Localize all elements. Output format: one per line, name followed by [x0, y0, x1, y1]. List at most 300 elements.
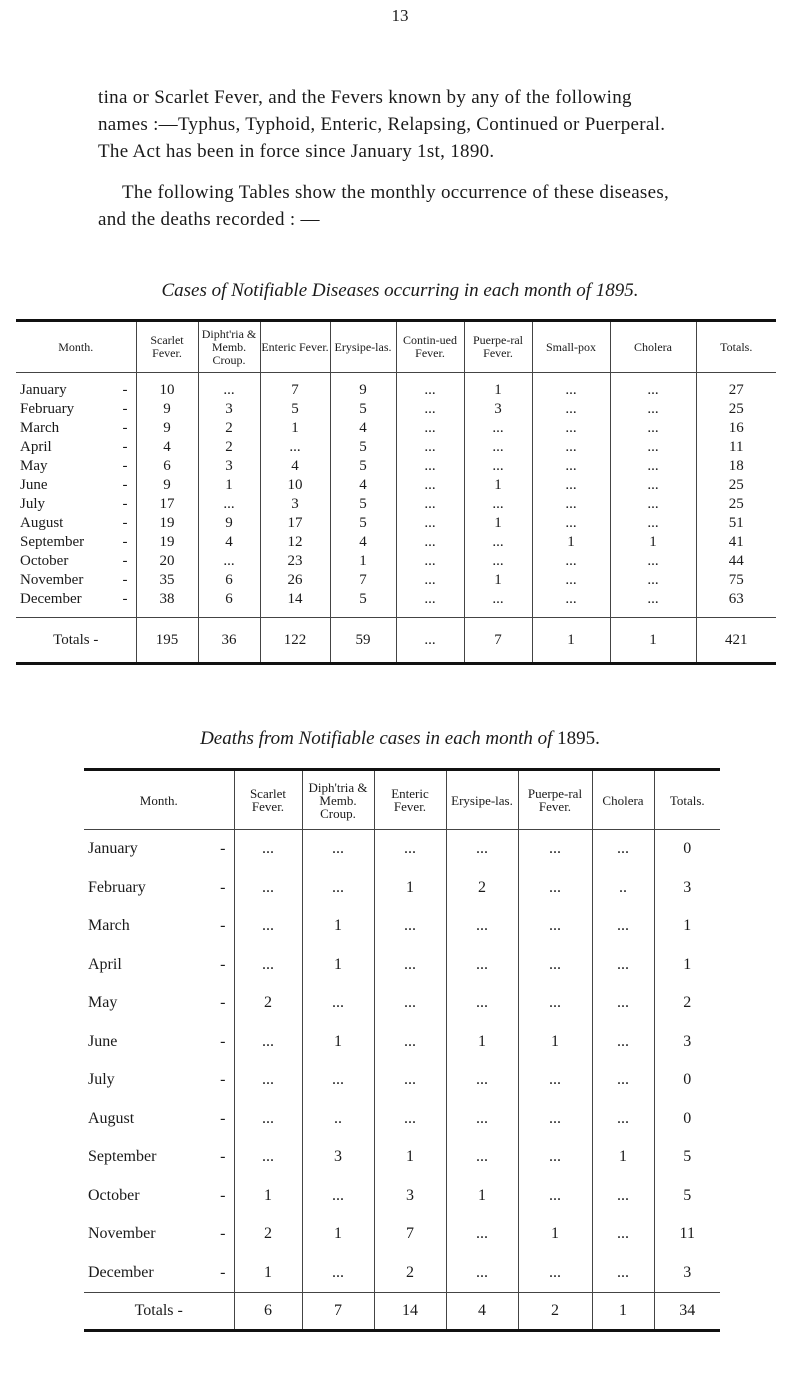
table-row	[84, 1215, 720, 1254]
totals-label-text: Totals	[53, 631, 90, 648]
table-cell: 1	[234, 1177, 302, 1216]
table-cell: 2	[374, 1254, 446, 1293]
table-cell: 12	[260, 533, 330, 552]
totals-cell: 4	[446, 1293, 518, 1331]
table-cell: 18	[696, 457, 776, 476]
table-cell: ...	[592, 946, 654, 985]
month-cell: October -	[20, 553, 128, 569]
table-cell: 2	[198, 419, 260, 438]
table-cell: 2	[198, 438, 260, 457]
table-cell: 7	[260, 373, 330, 401]
table-cell: ...	[518, 869, 592, 908]
totals-cell: 2	[518, 1293, 592, 1331]
table-cell: ...	[532, 590, 610, 618]
totals-cell: 1	[592, 1293, 654, 1331]
table-cell: 3	[464, 400, 532, 419]
month-cell: January -	[20, 382, 128, 398]
table-cell: 38	[136, 590, 198, 618]
table-cell: ...	[518, 1061, 592, 1100]
table-cell: 9	[136, 476, 198, 495]
month-cell: November -	[88, 1225, 226, 1243]
month-label: August	[88, 1109, 135, 1127]
table-cell: ...	[610, 457, 696, 476]
table-cell: 1	[446, 1023, 518, 1062]
table1-header-row	[16, 321, 776, 373]
table-cell: ...	[532, 373, 610, 401]
table-cell: ...	[592, 830, 654, 869]
cases-table	[16, 319, 776, 665]
table-cell: ...	[610, 590, 696, 618]
column-header: Totals.	[696, 321, 776, 373]
month-cell: June -	[88, 1032, 226, 1050]
table-cell: 5	[260, 400, 330, 419]
table-cell: 1	[464, 476, 532, 495]
table-cell: ...	[396, 438, 464, 457]
table-cell: ...	[396, 533, 464, 552]
month-cell: November -	[20, 572, 128, 588]
column-header: Contin-ued Fever.	[396, 321, 464, 373]
month-cell: September -	[88, 1148, 226, 1166]
table-cell: ...	[532, 438, 610, 457]
table-cell: 7	[374, 1215, 446, 1254]
table-row	[16, 373, 776, 401]
table-cell: ...	[446, 946, 518, 985]
table-cell: 41	[696, 533, 776, 552]
table-cell: 4	[330, 476, 396, 495]
table-cell: ...	[532, 571, 610, 590]
month-cell: May -	[20, 458, 128, 474]
table-cell: ...	[234, 946, 302, 985]
table1-caption: Cases of Notifiable Diseases occurring in each month of 1895.	[161, 280, 639, 301]
table-row	[16, 476, 776, 495]
totals-cell: 7	[464, 618, 532, 664]
table-cell: 63	[696, 590, 776, 618]
table-cell: ...	[532, 476, 610, 495]
totals-label: Totals -	[16, 618, 136, 664]
table-cell: ..	[592, 869, 654, 908]
table-cell: 5	[330, 438, 396, 457]
table-cell: ...	[518, 946, 592, 985]
table-cell: 19	[136, 514, 198, 533]
table-cell: 11	[654, 1215, 720, 1254]
totals-cell: 195	[136, 618, 198, 664]
table-cell: ...	[396, 476, 464, 495]
table-cell: ...	[234, 907, 302, 946]
table-cell: 1	[518, 1023, 592, 1062]
month-cell: January -	[88, 840, 226, 858]
table-row	[84, 1138, 720, 1177]
table-cell: ...	[518, 1100, 592, 1139]
table-cell: 1	[518, 1215, 592, 1254]
month-cell: August -	[88, 1109, 226, 1127]
table-cell: ...	[464, 495, 532, 514]
table-cell: ...	[532, 495, 610, 514]
table-cell: 27	[696, 373, 776, 401]
table-cell: ...	[518, 984, 592, 1023]
table-cell: ...	[302, 984, 374, 1023]
table-cell: 1	[592, 1138, 654, 1177]
table-cell: 1	[464, 373, 532, 401]
table-cell: ...	[610, 419, 696, 438]
table-cell: 25	[696, 495, 776, 514]
month-label: November	[88, 1225, 156, 1243]
table-cell: ...	[234, 830, 302, 869]
table-cell: ...	[610, 438, 696, 457]
intro-line: names :—Typhus, Typhoid, Enteric, Relapsing, Continued or Puerperal.	[98, 114, 666, 135]
table-cell: ...	[396, 571, 464, 590]
table-cell: ...	[464, 533, 532, 552]
table-cell: ...	[446, 1100, 518, 1139]
totals-cell: 14	[374, 1293, 446, 1331]
table-cell: 1	[330, 552, 396, 571]
table-cell: ...	[532, 514, 610, 533]
table-cell: 35	[136, 571, 198, 590]
table-cell: ...	[396, 514, 464, 533]
column-header: Puerpe-ral Fever.	[518, 770, 592, 830]
table2-body	[84, 830, 720, 1331]
table-cell: ...	[234, 1061, 302, 1100]
table-cell: ...	[396, 400, 464, 419]
month-label: February	[20, 401, 75, 417]
table-cell: 1	[464, 514, 532, 533]
deaths-table	[84, 768, 720, 1332]
table-cell: 6	[198, 590, 260, 618]
column-header: Scarlet Fever.	[136, 321, 198, 373]
table-cell: ...	[396, 552, 464, 571]
table-cell: ...	[374, 1061, 446, 1100]
column-header: Small-pox	[532, 321, 610, 373]
column-header: Puerpe-ral Fever.	[464, 321, 532, 373]
month-cell: September -	[20, 534, 128, 550]
totals-label: Totals -	[84, 1293, 234, 1331]
table-cell: ...	[302, 1177, 374, 1216]
table-cell: 0	[654, 1061, 720, 1100]
column-header: Cholera	[592, 770, 654, 830]
table-cell: 9	[330, 373, 396, 401]
table1-body	[16, 373, 776, 664]
month-cell: April -	[88, 955, 226, 973]
table-cell: ...	[446, 830, 518, 869]
table-cell: 3	[654, 869, 720, 908]
table-cell: ...	[592, 1023, 654, 1062]
month-cell: February -	[88, 878, 226, 896]
table-cell: ...	[592, 1061, 654, 1100]
month-label: May	[88, 994, 118, 1012]
table-cell: 1	[198, 476, 260, 495]
table-cell: ...	[234, 1138, 302, 1177]
table-cell: ...	[592, 907, 654, 946]
table-cell: 1	[610, 533, 696, 552]
month-label: March	[20, 420, 60, 436]
totals-label-text: Totals	[134, 1302, 174, 1319]
table-cell: 11	[696, 438, 776, 457]
table-cell: ...	[260, 438, 330, 457]
totals-cell: 1	[532, 618, 610, 664]
table-row	[16, 590, 776, 618]
totals-row	[84, 1293, 720, 1331]
table-cell: 1	[532, 533, 610, 552]
table-row	[84, 1061, 720, 1100]
intro-line: The Act has been in force since January 1st, 1890.	[98, 141, 495, 162]
table-cell: ...	[610, 495, 696, 514]
table-cell: 16	[696, 419, 776, 438]
month-label: July	[88, 1071, 115, 1089]
table-cell: 17	[260, 514, 330, 533]
table-row	[84, 1254, 720, 1293]
table-cell: ...	[396, 495, 464, 514]
table-cell: ...	[374, 1100, 446, 1139]
table-row	[84, 1177, 720, 1216]
table-cell: ...	[464, 457, 532, 476]
page-number: 13	[391, 6, 409, 25]
table-cell: 3	[654, 1254, 720, 1293]
table-cell: ...	[464, 438, 532, 457]
table-cell: ...	[302, 830, 374, 869]
table-cell: 1	[302, 907, 374, 946]
month-label: April	[20, 439, 52, 455]
table-row	[84, 907, 720, 946]
table-cell: ...	[374, 1023, 446, 1062]
table-cell: 1	[302, 946, 374, 985]
table-row	[84, 946, 720, 985]
table-cell: 3	[260, 495, 330, 514]
totals-row	[16, 618, 776, 664]
month-label: August	[20, 515, 64, 531]
totals-cell: 7	[302, 1293, 374, 1331]
table-cell: 4	[330, 419, 396, 438]
table-cell: 4	[136, 438, 198, 457]
table-cell: 1	[374, 1138, 446, 1177]
table-row	[16, 552, 776, 571]
table-cell: 7	[330, 571, 396, 590]
month-label: September	[88, 1148, 157, 1166]
table-cell: ...	[302, 1061, 374, 1100]
column-header: Erysipe-las.	[330, 321, 396, 373]
table-cell: ...	[532, 419, 610, 438]
table-cell: ...	[234, 869, 302, 908]
month-cell: December -	[88, 1263, 226, 1281]
table-cell: 1	[374, 869, 446, 908]
table-cell: 5	[330, 514, 396, 533]
column-header: Scarlet Fever.	[234, 770, 302, 830]
month-cell: June -	[20, 477, 128, 493]
table-cell: 6	[198, 571, 260, 590]
column-header: Enteric Fever.	[374, 770, 446, 830]
table-cell: 0	[654, 1100, 720, 1139]
month-label: December	[88, 1263, 154, 1281]
table-row	[84, 869, 720, 908]
month-label: October	[88, 1186, 140, 1204]
month-cell: May -	[88, 994, 226, 1012]
totals-cell: 6	[234, 1293, 302, 1331]
table-row	[84, 1023, 720, 1062]
month-cell: February -	[20, 401, 128, 417]
table-cell: 4	[260, 457, 330, 476]
totals-cell: 36	[198, 618, 260, 664]
table-row	[84, 984, 720, 1023]
table-cell: ...	[592, 1215, 654, 1254]
table-row	[16, 457, 776, 476]
table-cell: 19	[136, 533, 198, 552]
table-cell: 6	[136, 457, 198, 476]
table-cell: ...	[532, 552, 610, 571]
month-cell: July -	[20, 496, 128, 512]
table-cell: ...	[610, 373, 696, 401]
table-row	[16, 571, 776, 590]
table-cell: 5	[330, 400, 396, 419]
month-label: January	[88, 840, 138, 858]
table-cell: ...	[464, 590, 532, 618]
table-cell: 10	[136, 373, 198, 401]
table-cell: 14	[260, 590, 330, 618]
table-cell: 5	[330, 495, 396, 514]
table-cell: ...	[518, 907, 592, 946]
table-cell: ...	[198, 373, 260, 401]
table-cell: 4	[330, 533, 396, 552]
intro-line: and the deaths recorded : —	[98, 209, 320, 230]
table-cell: ...	[532, 400, 610, 419]
month-label: November	[20, 572, 84, 588]
month-cell: August -	[20, 515, 128, 531]
table-cell: ...	[396, 373, 464, 401]
table-cell: ...	[518, 830, 592, 869]
table-cell: ...	[198, 552, 260, 571]
table-cell: 1	[446, 1177, 518, 1216]
table-cell: 4	[198, 533, 260, 552]
table-cell: ...	[464, 419, 532, 438]
month-label: June	[20, 477, 48, 493]
intro-line: tina or Scarlet Fever, and the Fevers known by any of the following	[98, 87, 632, 108]
table2-caption	[0, 728, 800, 750]
column-header: Dipht'ria & Memb. Croup.	[198, 321, 260, 373]
intro-text	[98, 84, 738, 233]
table-cell: 3	[374, 1177, 446, 1216]
table-cell: 9	[136, 400, 198, 419]
table-cell: ...	[374, 946, 446, 985]
table-cell: 2	[446, 869, 518, 908]
table-cell: ...	[396, 419, 464, 438]
table-cell: ...	[396, 590, 464, 618]
column-header: Diph'tria & Memb. Croup.	[302, 770, 374, 830]
table-cell: 20	[136, 552, 198, 571]
month-label: October	[20, 553, 69, 569]
table-cell: 44	[696, 552, 776, 571]
totals-cell: 59	[330, 618, 396, 664]
month-cell: March -	[20, 420, 128, 436]
month-label: March	[88, 917, 130, 935]
table-cell: ...	[518, 1177, 592, 1216]
table-cell: 17	[136, 495, 198, 514]
table-cell: 1	[654, 907, 720, 946]
table-cell: 3	[654, 1023, 720, 1062]
table-cell: 3	[198, 400, 260, 419]
table-row	[16, 495, 776, 514]
table-cell: 51	[696, 514, 776, 533]
table-cell: 5	[654, 1177, 720, 1216]
table-cell: ...	[374, 984, 446, 1023]
table-cell: 5	[654, 1138, 720, 1177]
totals-cell: 421	[696, 618, 776, 664]
month-cell: December -	[20, 591, 128, 607]
table-row	[16, 438, 776, 457]
table-row	[84, 1100, 720, 1139]
month-cell: March -	[88, 917, 226, 935]
table-cell: 5	[330, 457, 396, 476]
month-cell: October -	[88, 1186, 226, 1204]
month-label: July	[20, 496, 46, 512]
totals-cell: 122	[260, 618, 330, 664]
table-cell: ...	[592, 1100, 654, 1139]
table-cell: ...	[610, 514, 696, 533]
totals-cell: ...	[396, 618, 464, 664]
month-label: April	[88, 955, 122, 973]
table-cell: 25	[696, 400, 776, 419]
totals-cell: 1	[610, 618, 696, 664]
table2-caption-year: 1895.	[557, 728, 600, 749]
table-cell: ...	[464, 552, 532, 571]
table-cell: ...	[446, 1061, 518, 1100]
table-cell: ...	[610, 400, 696, 419]
table-cell: ...	[396, 457, 464, 476]
table-row	[16, 400, 776, 419]
table-cell: ...	[446, 1254, 518, 1293]
month-label: June	[88, 1032, 118, 1050]
table-cell: 5	[330, 590, 396, 618]
table-row	[16, 533, 776, 552]
column-header: Month.	[16, 321, 136, 373]
table-cell: 2	[234, 1215, 302, 1254]
month-label: February	[88, 878, 146, 896]
table-cell: 26	[260, 571, 330, 590]
table-cell: ...	[446, 984, 518, 1023]
table-cell: ...	[198, 495, 260, 514]
table-cell: 9	[136, 419, 198, 438]
table-cell: 1	[234, 1254, 302, 1293]
month-label: January	[20, 382, 67, 398]
table-cell: ...	[302, 869, 374, 908]
table-cell: ...	[234, 1100, 302, 1139]
table-cell: ...	[518, 1254, 592, 1293]
column-header: Erysipe-las.	[446, 770, 518, 830]
totals-cell: 34	[654, 1293, 720, 1331]
table-cell: 0	[654, 830, 720, 869]
table-cell: 25	[696, 476, 776, 495]
table-cell: 10	[260, 476, 330, 495]
table2-caption-text: Deaths from Notifiable cases in each month of	[200, 728, 553, 749]
table-cell: ...	[610, 552, 696, 571]
table-cell: 1	[302, 1023, 374, 1062]
table2-header-row	[84, 770, 720, 830]
table-cell: 2	[654, 984, 720, 1023]
table-cell: ...	[592, 1254, 654, 1293]
table-cell: ...	[592, 1177, 654, 1216]
table-cell: ...	[518, 1138, 592, 1177]
column-header: Enteric Fever.	[260, 321, 330, 373]
table-cell: 3	[198, 457, 260, 476]
intro-line: The following Tables show the monthly occurrence of these diseases,	[122, 182, 670, 203]
table-cell: ...	[234, 1023, 302, 1062]
month-label: December	[20, 591, 82, 607]
month-cell: April -	[20, 439, 128, 455]
column-header: Month.	[84, 770, 234, 830]
table-cell: ...	[610, 571, 696, 590]
table-cell: ..	[302, 1100, 374, 1139]
table-cell: ...	[592, 984, 654, 1023]
table-cell: ...	[532, 457, 610, 476]
table-cell: ...	[446, 1215, 518, 1254]
column-header: Totals.	[654, 770, 720, 830]
table-cell: ...	[446, 907, 518, 946]
